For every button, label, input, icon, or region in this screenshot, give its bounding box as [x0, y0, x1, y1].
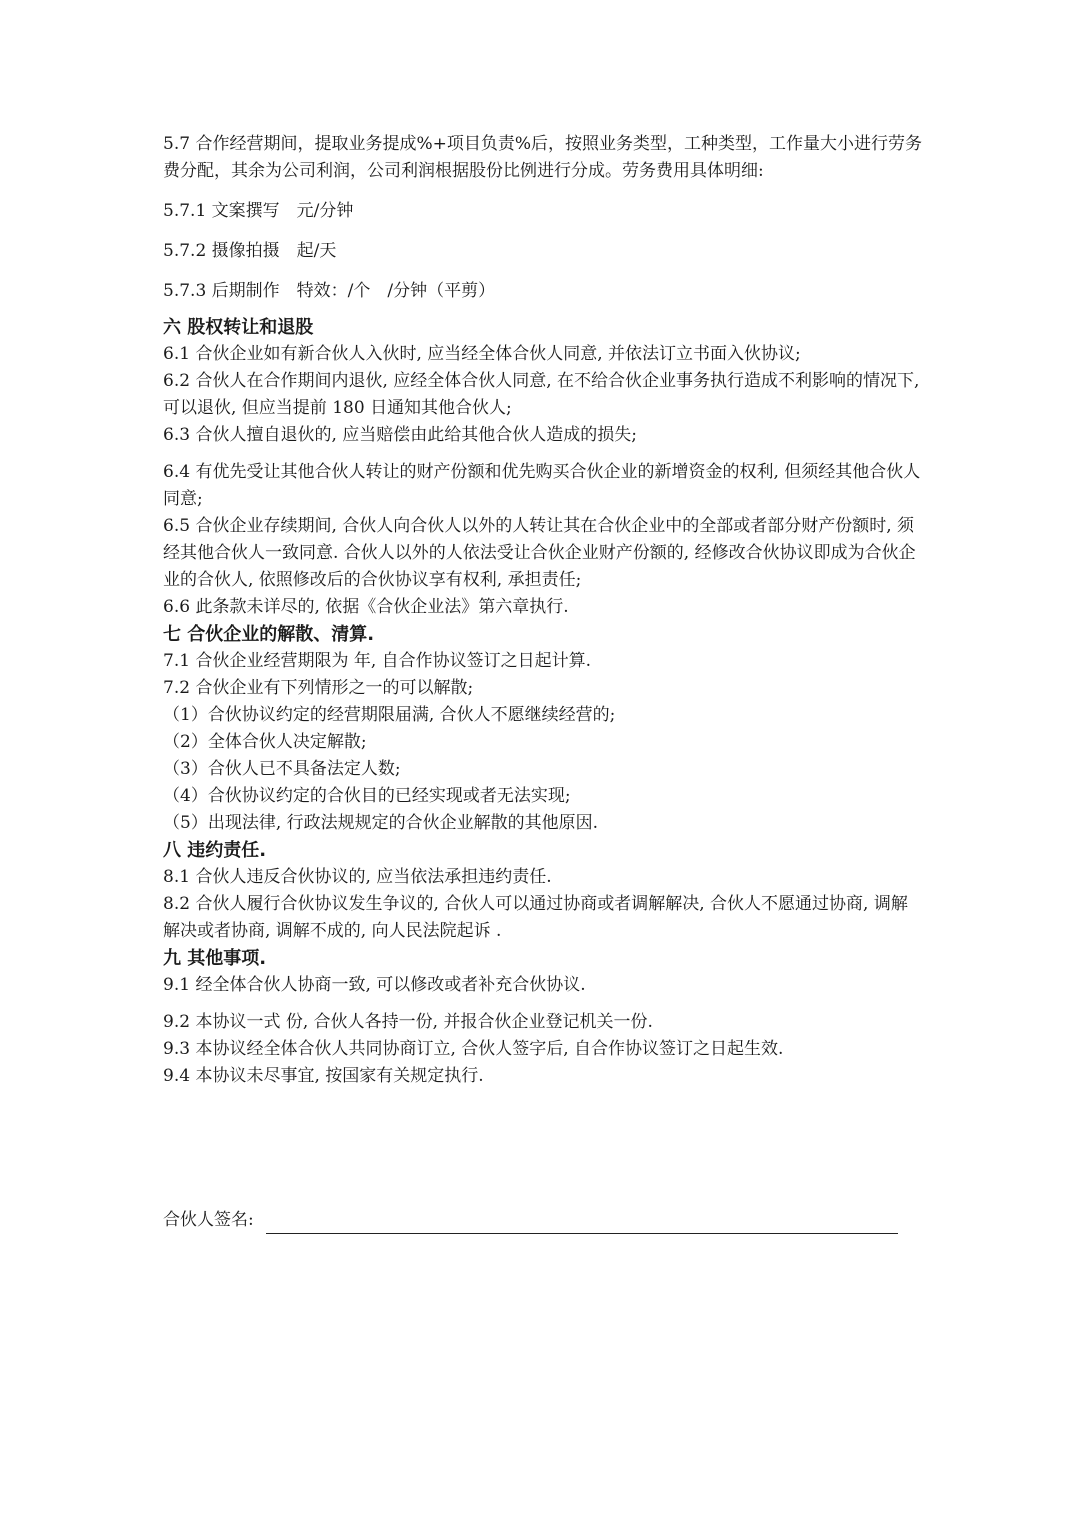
clause-5-7-3: 5.7.3 后期制作 特效：/个 /分钟（平剪）	[163, 281, 496, 301]
clause-6-3: 6.3 合伙人擅自退伙的, 应当赔偿由此给其他合伙人造成的损失;	[163, 425, 637, 445]
clause-5-7-2: 5.7.2 摄像拍摄 起/天	[163, 241, 337, 261]
clause-7-2-item-3: （3）合伙人已不具备法定人数;	[163, 759, 401, 779]
section-7-heading: 七 合伙企业的解散、清算.	[163, 624, 375, 645]
clause-6-2: 6.2 合伙人在合作期间内退伙, 应经全体合伙人同意, 在不给合伙企业事务执行造成不利影响的情况下, 可以退伙, 但应当提前 180 日通知其他合伙人;	[163, 371, 920, 418]
clause-7-2-item-1: （1）合伙协议约定的经营期限届满, 合伙人不愿继续经营的;	[163, 705, 616, 725]
clause-9-3: 9.3 本协议经全体合伙人共同协商订立, 合伙人签字后, 自合作协议签订之日起生效.	[163, 1039, 784, 1059]
clause-6-1: 6.1 合伙企业如有新合伙人入伙时, 应当经全体合伙人同意, 并依法订立书面入伙协议;	[163, 344, 801, 364]
signature-line[interactable]	[266, 1213, 898, 1234]
clause-8-2: 8.2 合伙人履行合伙协议发生争议的, 合伙人可以通过协商或者调解解决, 合伙人不愿通过协商, 调解解决或者协商, 调解不成的, 向人民法院起诉 .	[163, 894, 908, 941]
clause-8-1: 8.1 合伙人违反合伙协议的, 应当依法承担违约责任.	[163, 867, 552, 887]
clause-7-2-item-4: （4）合伙协议约定的合伙目的已经实现或者无法实现;	[163, 786, 571, 806]
clause-9-1: 9.1 经全体合伙人协商一致, 可以修改或者补充合伙协议.	[163, 975, 586, 995]
clause-6-5: 6.5 合伙企业存续期间, 合伙人向合伙人以外的人转让其在合伙企业中的全部或者部分财产份额时, 须经其他合伙人一致同意. 合伙人以外的人依法受让合伙企业财产份额的, 经修改合伙协议即成为合伙企业的合伙人, 依照修改后的合伙协议享有权利, 承担责任;	[163, 516, 916, 590]
section-6-heading: 六 股权转让和退股	[163, 317, 314, 338]
clause-7-1: 7.1 合伙企业经营期限为 年, 自合作协议签订之日起计算.	[163, 651, 592, 671]
signature-block	[163, 1207, 898, 1234]
clause-5-7-1: 5.7.1 文案撰写 元/分钟	[163, 201, 354, 221]
clause-6-6: 6.6 此条款未详尽的, 依据《合伙企业法》第六章执行.	[163, 597, 569, 617]
clause-5-7: 5.7 合作经营期间，提取业务提成%+项目负责%后，按照业务类型，工种类型，工作量大小进行劳务费分配，其余为公司利润，公司利润根据股份比例进行分成。劳务费用具体明细:	[163, 134, 922, 181]
document-body	[163, 131, 923, 1090]
clause-9-4: 9.4 本协议未尽事宜, 按国家有关规定执行.	[163, 1066, 484, 1086]
clause-9-2: 9.2 本协议一式 份, 合伙人各持一份, 并报合伙企业登记机关一份.	[163, 1012, 653, 1032]
section-9-heading: 九 其他事项.	[163, 948, 267, 969]
signature-label: 合伙人签名:	[163, 1210, 254, 1230]
clause-7-2: 7.2 合伙企业有下列情形之一的可以解散;	[163, 678, 474, 698]
clause-7-2-item-5: （5）出现法律, 行政法规规定的合伙企业解散的其他原因.	[163, 813, 599, 833]
section-8-heading: 八 违约责任.	[163, 840, 267, 861]
clause-6-4: 6.4 有优先受让其他合伙人转让的财产份额和优先购买合伙企业的新增资金的权利, 但须经其他合伙人同意;	[163, 462, 921, 509]
clause-7-2-item-2: （2）全体合伙人决定解散;	[163, 732, 367, 752]
